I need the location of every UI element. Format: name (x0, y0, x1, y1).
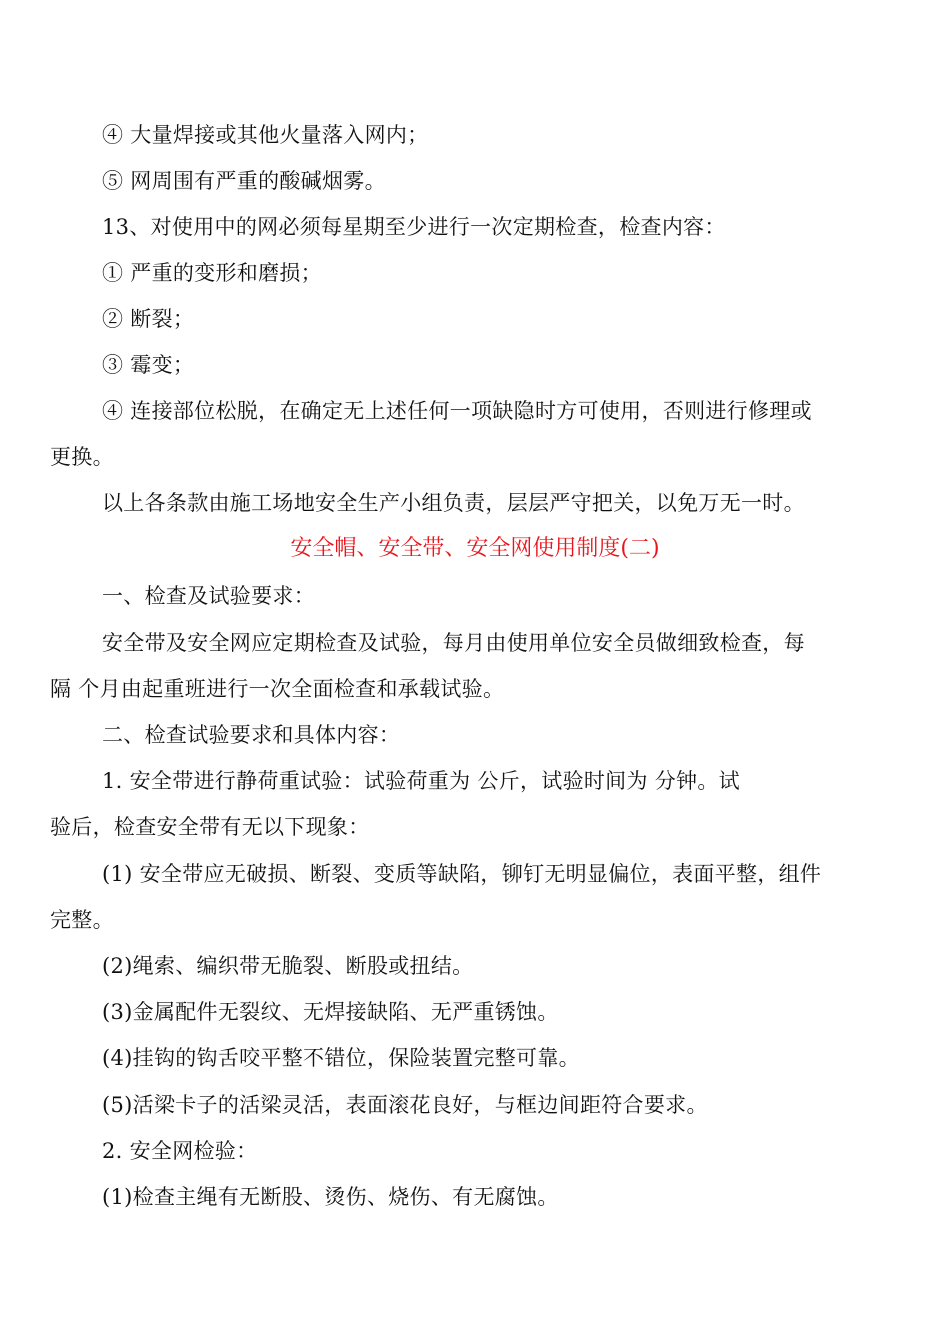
paragraph-continuation: 隔 个月由起重班进行一次全面检查和承载试验。 (50, 677, 505, 701)
list-item: ① 严重的变形和磨损； (102, 261, 322, 285)
list-item: (2)绳索、编织带无脆裂、断股或扭结。 (102, 954, 474, 978)
section-heading: 二、检查试验要求和具体内容： (102, 723, 401, 747)
list-item: ④ 大量焊接或其他火量落入网内； (102, 123, 429, 147)
list-item: (1) 安全带应无破损、断裂、变质等缺陷，铆钉无明显偏位，表面平整，组件 (102, 862, 822, 886)
paragraph: 13、对使用中的网必须每星期至少进行一次定期检查，检查内容： (102, 215, 726, 239)
section-heading: 一、检查及试验要求： (102, 584, 315, 608)
list-item: ⑤ 网周围有严重的酸碱烟雾。 (102, 169, 386, 193)
paragraph-continuation: 更换。 (50, 445, 114, 469)
list-item: (4)挂钩的钩舌咬平整不错位，保险装置完整可靠。 (102, 1046, 580, 1070)
list-item: (3)金属配件无裂纹、无焊接缺陷、无严重锈蚀。 (102, 1000, 559, 1024)
paragraph: 2. 安全网检验： (102, 1139, 258, 1163)
paragraph: 1. 安全带进行静荷重试验：试验荷重为 公斤，试验时间为 分钟。试 (102, 769, 740, 793)
paragraph: 安全带及安全网应定期检查及试验，每月由使用单位安全员做细致检查，每 (102, 631, 805, 655)
section-title: 安全帽、安全带、安全网使用制度(二) (290, 536, 660, 561)
paragraph-continuation: 验后，检查安全带有无以下现象： (50, 815, 370, 839)
list-item: (1)检查主绳有无断股、烫伤、烧伤、有无腐蚀。 (102, 1185, 559, 1209)
list-item: ③ 霉变； (102, 353, 195, 377)
paragraph-continuation: 完整。 (50, 908, 114, 932)
list-item: (5)活梁卡子的活梁灵活，表面滚花良好，与框边间距符合要求。 (102, 1093, 708, 1117)
list-item: ④ 连接部位松脱，在确定无上述任何一项缺隐时方可使用，否则进行修理或 (102, 399, 812, 423)
paragraph: 以上各条款由施工场地安全生产小组负责，层层严守把关，以免万无一时。 (102, 491, 805, 515)
list-item: ② 断裂； (102, 307, 195, 331)
